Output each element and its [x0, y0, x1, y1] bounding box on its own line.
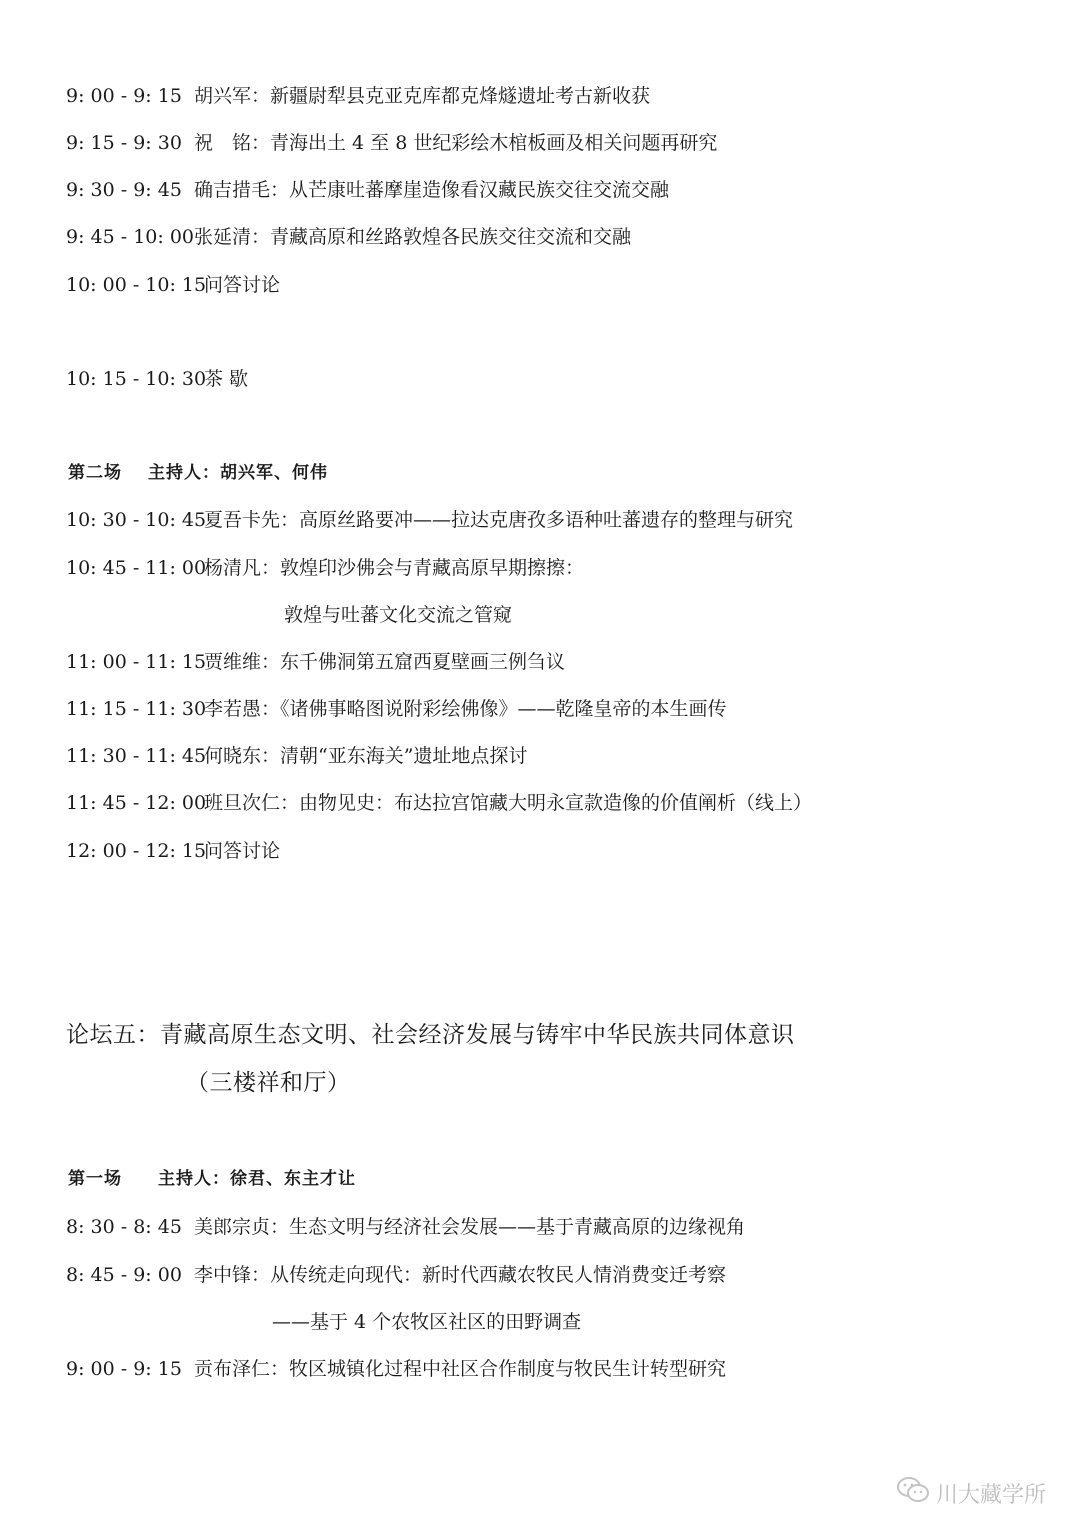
- talk-title: 何晓东：清朝“亚东海关”遗址地点探讨: [204, 745, 528, 767]
- time-slot: 8: 45 - 9: 00: [66, 1264, 182, 1286]
- time-slot: 9: 45 - 10: 00: [66, 226, 194, 248]
- session-heading: [68, 1166, 356, 1192]
- time-slot: 11: 00 - 11: 15: [66, 651, 207, 673]
- talk-title: 李若愚：《诸佛事略图说附彩绘佛像》——乾隆皇帝的本生画传: [204, 698, 727, 720]
- time-slot: 12: 00 - 12: 15: [66, 840, 207, 862]
- schedule-row: [66, 743, 527, 769]
- talk-title: 张延清：青藏高原和丝路敦煌各民族交往交流和交融: [194, 226, 632, 248]
- schedule-row: [66, 130, 717, 156]
- schedule-row-continuation: [284, 602, 512, 628]
- talk-title: 问答讨论: [204, 840, 281, 862]
- talk-title: 杨清凡：敦煌印沙佛会与青藏高原早期擦擦：: [204, 557, 585, 579]
- session-host: 主持人：胡兴军、何伟: [148, 463, 328, 483]
- schedule-row: [66, 1214, 745, 1240]
- forum-venue: （三楼祥和厅）: [186, 1070, 351, 1096]
- time-slot: 11: 30 - 11: 45: [66, 745, 207, 767]
- talk-title: 贾维维：东千佛洞第五窟西夏壁画三例刍议: [204, 651, 566, 673]
- watermark-text: 川大藏学所: [935, 1482, 1046, 1508]
- schedule-row: [66, 224, 631, 250]
- talk-title: 李中锋：从传统走向现代：新时代西藏农牧民人情消费变迁考察: [194, 1264, 727, 1286]
- talk-title: 夏吾卡先：高原丝路要冲——拉达克唐孜多语种吐蕃遗存的整理与研究: [204, 509, 794, 531]
- talk-title: 祝 铭：青海出土 4 至 8 世纪彩绘木棺板画及相关问题再研究: [194, 132, 718, 154]
- tea-break-row: [66, 366, 248, 392]
- session-title: 第二场: [68, 463, 122, 483]
- talk-title: 胡兴军：新疆尉犁县克亚克库都克烽燧遗址考古新收获: [194, 85, 651, 107]
- time-slot: 10: 15 - 10: 30: [66, 368, 207, 390]
- session-host: 主持人：徐君、东主才让: [158, 1169, 356, 1189]
- wechat-icon: [896, 1476, 930, 1510]
- time-slot: 9: 30 - 9: 45: [66, 179, 182, 201]
- schedule-row: [66, 555, 584, 581]
- talk-title: 问答讨论: [204, 274, 281, 296]
- schedule-row: [66, 838, 280, 864]
- time-slot: 11: 15 - 11: 30: [66, 698, 207, 720]
- break-label: 茶 歇: [204, 368, 249, 390]
- schedule-row: [66, 1356, 726, 1382]
- schedule-row: [66, 649, 565, 675]
- watermark: [896, 1476, 1046, 1510]
- time-slot: 9: 00 - 9: 15: [66, 1358, 182, 1380]
- session-title: 第一场: [68, 1169, 122, 1189]
- time-slot: 10: 45 - 11: 00: [66, 557, 207, 579]
- schedule-row-continuation: [272, 1309, 581, 1335]
- talk-title-continued: ——基于 4 个农牧区社区的田野调查: [272, 1311, 582, 1333]
- schedule-row: [66, 1262, 726, 1288]
- talk-title: 确吉措毛：从芒康吐蕃摩崖造像看汉藏民族交往交流交融: [194, 179, 670, 201]
- schedule-row: [66, 507, 793, 533]
- time-slot: 9: 00 - 9: 15: [66, 85, 182, 107]
- time-slot: 9: 15 - 9: 30: [66, 132, 182, 154]
- schedule-row: [66, 696, 727, 722]
- schedule-row: [66, 177, 669, 203]
- time-slot: 8: 30 - 8: 45: [66, 1216, 182, 1238]
- session-heading: [68, 460, 328, 486]
- schedule-row: [66, 790, 812, 816]
- talk-title: 美郎宗贞：生态文明与经济社会发展——基于青藏高原的边缘视角: [194, 1216, 746, 1238]
- time-slot: 10: 30 - 10: 45: [66, 509, 207, 531]
- schedule-row: [66, 272, 280, 298]
- schedule-row: [66, 83, 650, 109]
- talk-title-continued: 敦煌与吐蕃文化交流之管窥: [284, 604, 513, 626]
- forum-title: 论坛五：青藏高原生态文明、社会经济发展与铸牢中华民族共同体意识: [66, 1022, 795, 1048]
- time-slot: 10: 00 - 10: 15: [66, 274, 207, 296]
- talk-title: 贡布泽仁：牧区城镇化过程中社区合作制度与牧民生计转型研究: [194, 1358, 727, 1380]
- time-slot: 11: 45 - 12: 00: [66, 792, 207, 814]
- talk-title: 班旦次仁：由物见史：布达拉宫馆藏大明永宣款造像的价值阐析（线上）: [204, 792, 813, 814]
